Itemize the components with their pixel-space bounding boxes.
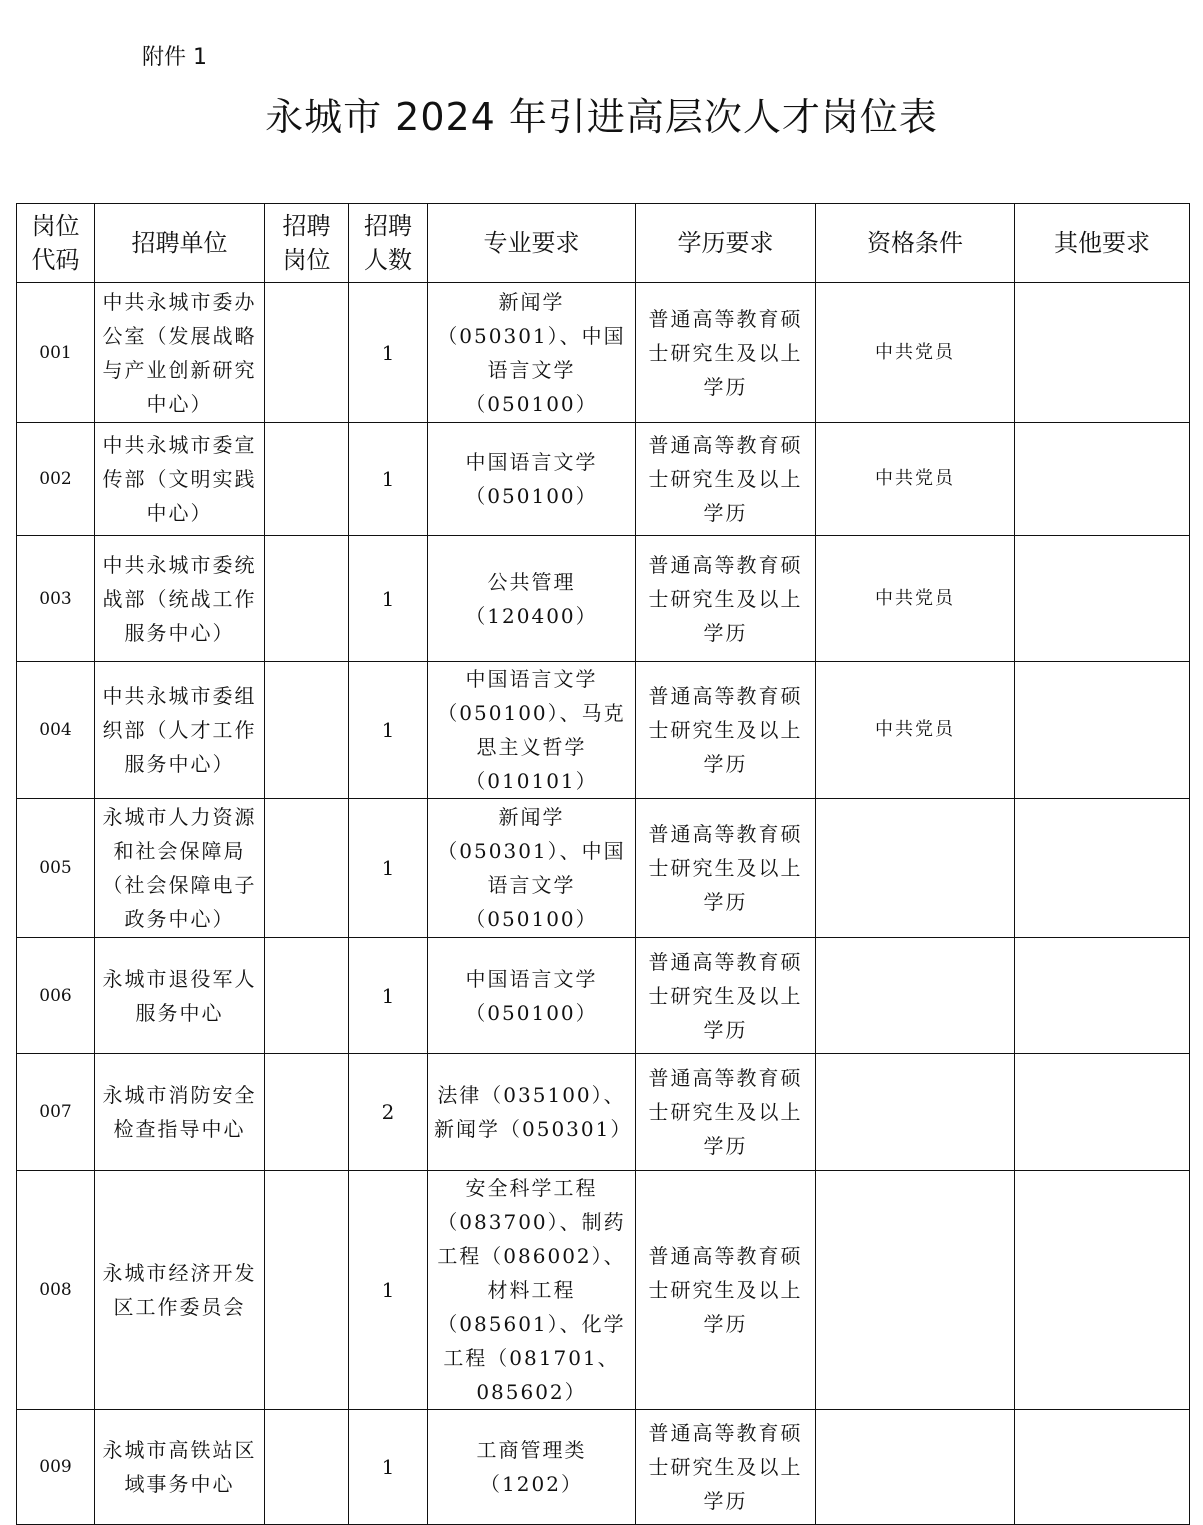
header-qualification: 资格条件 bbox=[816, 204, 1015, 283]
table-row bbox=[17, 536, 1190, 662]
cell-other bbox=[1015, 1054, 1190, 1171]
cell-count: 1 bbox=[349, 799, 428, 938]
cell-code: 006 bbox=[17, 938, 95, 1054]
cell-unit: 永城市高铁站区域事务中心 bbox=[95, 1410, 265, 1525]
cell-education: 普通高等教育硕士研究生及以上学历 bbox=[636, 662, 816, 799]
cell-position bbox=[265, 536, 349, 662]
table-row bbox=[17, 938, 1190, 1054]
cell-code: 002 bbox=[17, 423, 95, 536]
cell-major: 中国语言文学（050100） bbox=[428, 938, 636, 1054]
header-unit: 招聘单位 bbox=[95, 204, 265, 283]
cell-position bbox=[265, 1171, 349, 1410]
cell-count: 1 bbox=[349, 536, 428, 662]
cell-qualification bbox=[816, 1171, 1015, 1410]
cell-education: 普通高等教育硕士研究生及以上学历 bbox=[636, 938, 816, 1054]
cell-code: 009 bbox=[17, 1410, 95, 1525]
cell-education: 普通高等教育硕士研究生及以上学历 bbox=[636, 283, 816, 423]
cell-position bbox=[265, 423, 349, 536]
cell-education: 普通高等教育硕士研究生及以上学历 bbox=[636, 1054, 816, 1171]
table-row bbox=[17, 662, 1190, 799]
cell-code: 001 bbox=[17, 283, 95, 423]
recruitment-table bbox=[16, 203, 1190, 1525]
cell-major: 中国语言文学（050100）、马克思主义哲学（010101） bbox=[428, 662, 636, 799]
cell-code: 005 bbox=[17, 799, 95, 938]
cell-qualification bbox=[816, 938, 1015, 1054]
cell-other bbox=[1015, 536, 1190, 662]
cell-major: 法律（035100）、新闻学（050301） bbox=[428, 1054, 636, 1171]
cell-count: 1 bbox=[349, 662, 428, 799]
cell-other bbox=[1015, 1171, 1190, 1410]
cell-education: 普通高等教育硕士研究生及以上学历 bbox=[636, 536, 816, 662]
cell-count: 1 bbox=[349, 1410, 428, 1525]
header-major: 专业要求 bbox=[428, 204, 636, 283]
cell-count: 1 bbox=[349, 938, 428, 1054]
cell-unit: 中共永城市委组织部（人才工作服务中心） bbox=[95, 662, 265, 799]
table-row bbox=[17, 283, 1190, 423]
table-row bbox=[17, 1171, 1190, 1410]
header-count: 招聘人数 bbox=[349, 204, 428, 283]
header-other: 其他要求 bbox=[1015, 204, 1190, 283]
cell-position bbox=[265, 662, 349, 799]
cell-education: 普通高等教育硕士研究生及以上学历 bbox=[636, 1171, 816, 1410]
cell-qualification bbox=[816, 799, 1015, 938]
cell-position bbox=[265, 1054, 349, 1171]
cell-other bbox=[1015, 1410, 1190, 1525]
cell-major: 工商管理类（1202） bbox=[428, 1410, 636, 1525]
cell-other bbox=[1015, 938, 1190, 1054]
header-code: 岗位代码 bbox=[17, 204, 95, 283]
cell-unit: 永城市消防安全检查指导中心 bbox=[95, 1054, 265, 1171]
cell-position bbox=[265, 938, 349, 1054]
cell-unit: 中共永城市委统战部（统战工作服务中心） bbox=[95, 536, 265, 662]
cell-position bbox=[265, 799, 349, 938]
cell-unit: 永城市经济开发区工作委员会 bbox=[95, 1171, 265, 1410]
attachment-label: 附件 1 bbox=[142, 45, 207, 70]
cell-other bbox=[1015, 283, 1190, 423]
cell-qualification: 中共党员 bbox=[816, 283, 1015, 423]
cell-code: 008 bbox=[17, 1171, 95, 1410]
table-row bbox=[17, 423, 1190, 536]
cell-qualification: 中共党员 bbox=[816, 423, 1015, 536]
cell-education: 普通高等教育硕士研究生及以上学历 bbox=[636, 423, 816, 536]
cell-code: 007 bbox=[17, 1054, 95, 1171]
cell-unit: 永城市人力资源和社会保障局（社会保障电子政务中心） bbox=[95, 799, 265, 938]
cell-major: 新闻学（050301）、中国语言文学（050100） bbox=[428, 799, 636, 938]
table-row bbox=[17, 799, 1190, 938]
cell-major: 安全科学工程（083700）、制药工程（086002）、材料工程（085601）、化学工程（081701、085602） bbox=[428, 1171, 636, 1410]
table-row bbox=[17, 1054, 1190, 1171]
cell-unit: 中共永城市委宣传部（文明实践中心） bbox=[95, 423, 265, 536]
cell-education: 普通高等教育硕士研究生及以上学历 bbox=[636, 799, 816, 938]
cell-major: 中国语言文学（050100） bbox=[428, 423, 636, 536]
cell-qualification bbox=[816, 1410, 1015, 1525]
cell-other bbox=[1015, 662, 1190, 799]
table-row bbox=[17, 1410, 1190, 1525]
cell-education: 普通高等教育硕士研究生及以上学历 bbox=[636, 1410, 816, 1525]
cell-unit: 永城市退役军人服务中心 bbox=[95, 938, 265, 1054]
header-position: 招聘岗位 bbox=[265, 204, 349, 283]
cell-qualification: 中共党员 bbox=[816, 662, 1015, 799]
cell-major: 公共管理（120400） bbox=[428, 536, 636, 662]
cell-position bbox=[265, 1410, 349, 1525]
cell-other bbox=[1015, 799, 1190, 938]
cell-qualification: 中共党员 bbox=[816, 536, 1015, 662]
cell-code: 004 bbox=[17, 662, 95, 799]
cell-qualification bbox=[816, 1054, 1015, 1171]
document-title: 永城市 2024 年引进高层次人才岗位表 bbox=[265, 95, 938, 139]
cell-count: 1 bbox=[349, 1171, 428, 1410]
cell-count: 1 bbox=[349, 283, 428, 423]
cell-count: 2 bbox=[349, 1054, 428, 1171]
header-education: 学历要求 bbox=[636, 204, 816, 283]
cell-count: 1 bbox=[349, 423, 428, 536]
cell-major: 新闻学（050301）、中国语言文学（050100） bbox=[428, 283, 636, 423]
table-header-row bbox=[17, 204, 1190, 283]
cell-position bbox=[265, 283, 349, 423]
cell-unit: 中共永城市委办公室（发展战略与产业创新研究中心） bbox=[95, 283, 265, 423]
cell-other bbox=[1015, 423, 1190, 536]
cell-code: 003 bbox=[17, 536, 95, 662]
